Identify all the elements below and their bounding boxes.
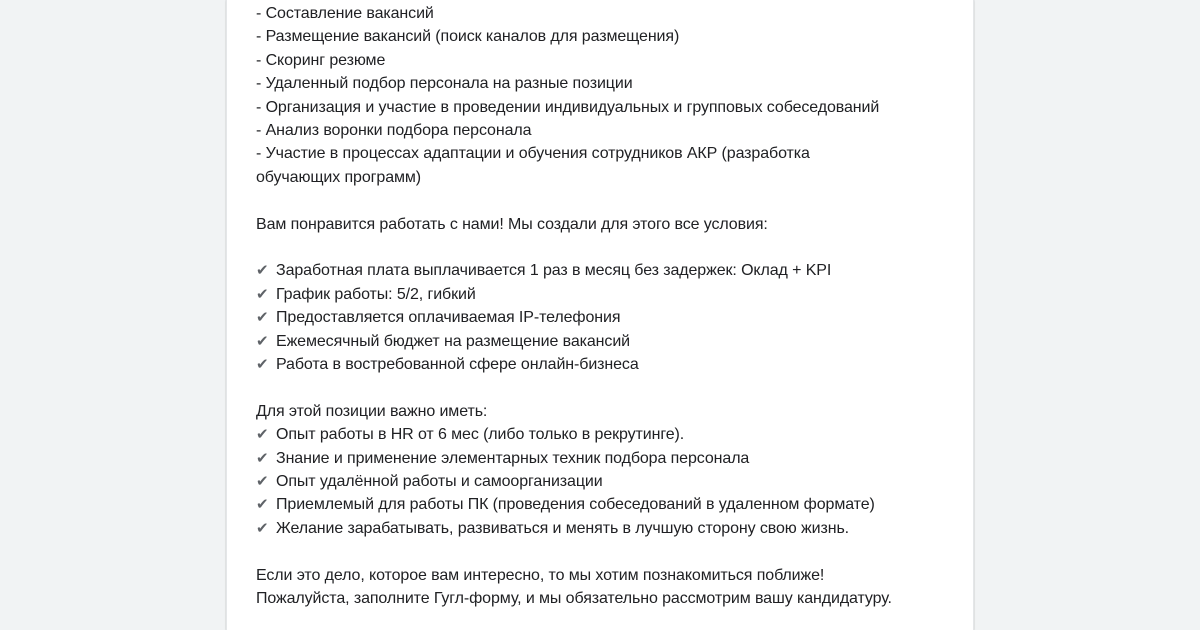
closing-line: Пожалуйста, заполните Гугл-форму, и мы обязательно рассмотрим вашу кандидатуру. (256, 590, 892, 608)
condition-text: Ежемесячный бюджет на размещение вакансий (276, 332, 630, 350)
document-page (226, 0, 974, 630)
condition-text: График работы: 5/2, гибкий (276, 285, 476, 303)
checkmark-icon: ✔ (256, 261, 269, 280)
condition-item (256, 330, 956, 353)
condition-item (256, 353, 956, 376)
closing-line: Если это дело, которое вам интересно, то мы хотим познакомиться поближе! (256, 566, 825, 584)
duty-item: - Составление вакансий (256, 5, 434, 22)
checkmark-icon: ✔ (256, 448, 269, 467)
paragraph-spacer (256, 189, 956, 212)
checkmark-icon: ✔ (256, 518, 269, 537)
condition-text: Работа в востребованной сфере онлайн-бизнеса (276, 356, 639, 374)
requirement-text: Приемлемый для работы ПК (проведения собеседований в удаленном формате) (276, 496, 875, 514)
duty-item: - Участие в процессах адаптации и обучения сотрудников АКР (разработка (256, 145, 810, 163)
checkmark-icon: ✔ (256, 308, 269, 327)
paragraph-spacer (256, 376, 956, 399)
checkmark-icon: ✔ (256, 472, 269, 491)
requirement-item (256, 493, 956, 516)
duty-item: - Анализ воронки подбора персонала (256, 122, 532, 140)
requirements-heading: Для этой позиции важно иметь: (256, 402, 488, 420)
checkmark-icon: ✔ (256, 425, 269, 444)
requirement-item (256, 517, 956, 540)
requirement-text: Опыт работы в HR от 6 мес (либо только в рекрутинге). (276, 426, 685, 444)
checkmark-icon: ✔ (256, 284, 269, 303)
requirement-text: Знание и применение элементарных техник подбора персонала (276, 449, 750, 467)
paragraph-spacer (256, 540, 956, 563)
checkmark-icon: ✔ (256, 331, 269, 350)
condition-item (256, 306, 956, 329)
condition-item (256, 283, 956, 306)
condition-item (256, 259, 956, 282)
requirement-item (256, 447, 956, 470)
duties-list (256, 2, 956, 189)
duty-item: - Организация и участие в проведении индивидуальных и групповых собеседований (256, 98, 880, 116)
requirement-item (256, 423, 956, 446)
duty-item: - Размещение вакансий (поиск каналов для размещения) (256, 28, 680, 46)
duty-item: - Удаленный подбор персонала на разные позиции (256, 75, 633, 93)
paragraph-spacer (256, 236, 956, 259)
requirement-item (256, 470, 956, 493)
condition-text: Предоставляется оплачиваемая IP-телефония (276, 309, 621, 327)
requirements-list (256, 423, 956, 540)
conditions-heading: Вам понравится работать с нами! Мы создали для этого все условия: (256, 215, 768, 233)
checkmark-icon: ✔ (256, 355, 269, 374)
duty-item: - Скоринг резюме (256, 51, 386, 69)
document-content (256, 2, 956, 611)
requirement-text: Опыт удалённой работы и самоорганизации (276, 473, 603, 491)
requirement-text: Желание зарабатывать, развиваться и менять в лучшую сторону свою жизнь. (276, 519, 850, 537)
conditions-list (256, 259, 956, 376)
duty-item-continuation: обучающих программ) (256, 168, 422, 186)
checkmark-icon: ✔ (256, 495, 269, 514)
closing-paragraph (256, 564, 956, 611)
condition-text: Заработная плата выплачивается 1 раз в месяц без задержек: Оклад + KPI (276, 262, 832, 280)
